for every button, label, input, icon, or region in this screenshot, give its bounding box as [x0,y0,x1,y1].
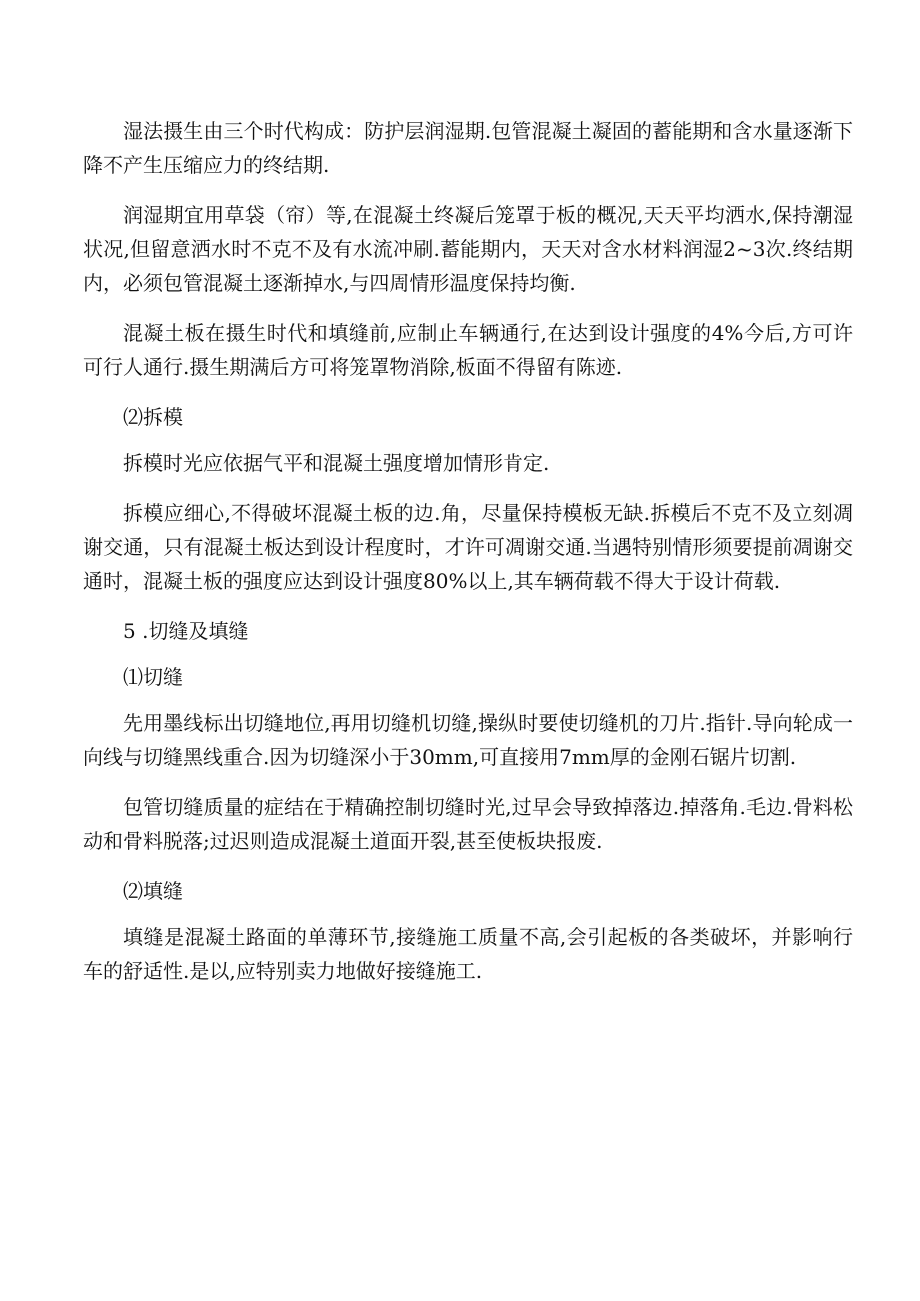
paragraph-curing-stages: 湿法摄生由三个时代构成：防护层润湿期.包管混凝土凝固的蓄能期和含水量逐渐下降不产生压缩应力的终结期. [83,119,853,177]
heading-joint-cutting: ⑴切缝 [123,665,183,689]
document-body [83,114,853,1004]
paragraph-filling-importance: 填缝是混凝土路面的单薄环节,接缝施工质量不高,会引起板的各类破坏，并影响行车的舒适性.是以,应特别卖力地做好接缝施工. [83,925,853,983]
paragraph-wetting-period: 润湿期宜用草袋（帘）等,在混凝土终凝后笼罩于板的概况,天天平均洒水,保持潮湿状况,但留意洒水时不克不及有水流冲刷.蓄能期内，天天对含水材料润湿2~3次.终结期内，必须包管混凝土逐渐掉水,与四周情形温度保持均衡. [83,203,853,295]
heading-joint-filling: ⑵填缝 [123,879,183,903]
paragraph-removal-timing: 拆模时光应依据气平和混凝土强度增加情形肯定. [123,451,550,475]
heading-cutting-and-filling: 5 .切缝及填缝 [123,619,249,643]
paragraph-removal-care: 拆模应细心,不得破坏混凝土板的边.角，尽量保持模板无缺.拆模后不克不及立刻凋谢交通，只有混凝土板达到设计程度时，才许可凋谢交通.当遇特别情形须要提前凋谢交通时，混凝土板的强度应达到设计强度80%以上,其车辆荷载不得大于设计荷载. [83,501,853,593]
paragraph-cutting-quality: 包管切缝质量的症结在于精确控制切缝时光,过早会导致掉落边.掉落角.毛边.骨料松动和骨料脱落;过迟则造成混凝土道面开裂,甚至使板块报废. [83,795,853,853]
heading-formwork-removal: ⑵拆模 [123,405,183,429]
paragraph-cutting-method: 先用墨线标出切缝地位,再用切缝机切缝,操纵时要使切缝机的刀片.指针.导向轮成一向线与切缝黑线重合.因为切缝深小于30mm,可直接用7mm厚的金刚石锯片切割. [83,711,853,769]
paragraph-traffic-restriction: 混凝土板在摄生时代和填缝前,应制止车辆通行,在达到设计强度的4%今后,方可许可行人通行.摄生期满后方可将笼罩物消除,板面不得留有陈迹. [83,321,853,379]
